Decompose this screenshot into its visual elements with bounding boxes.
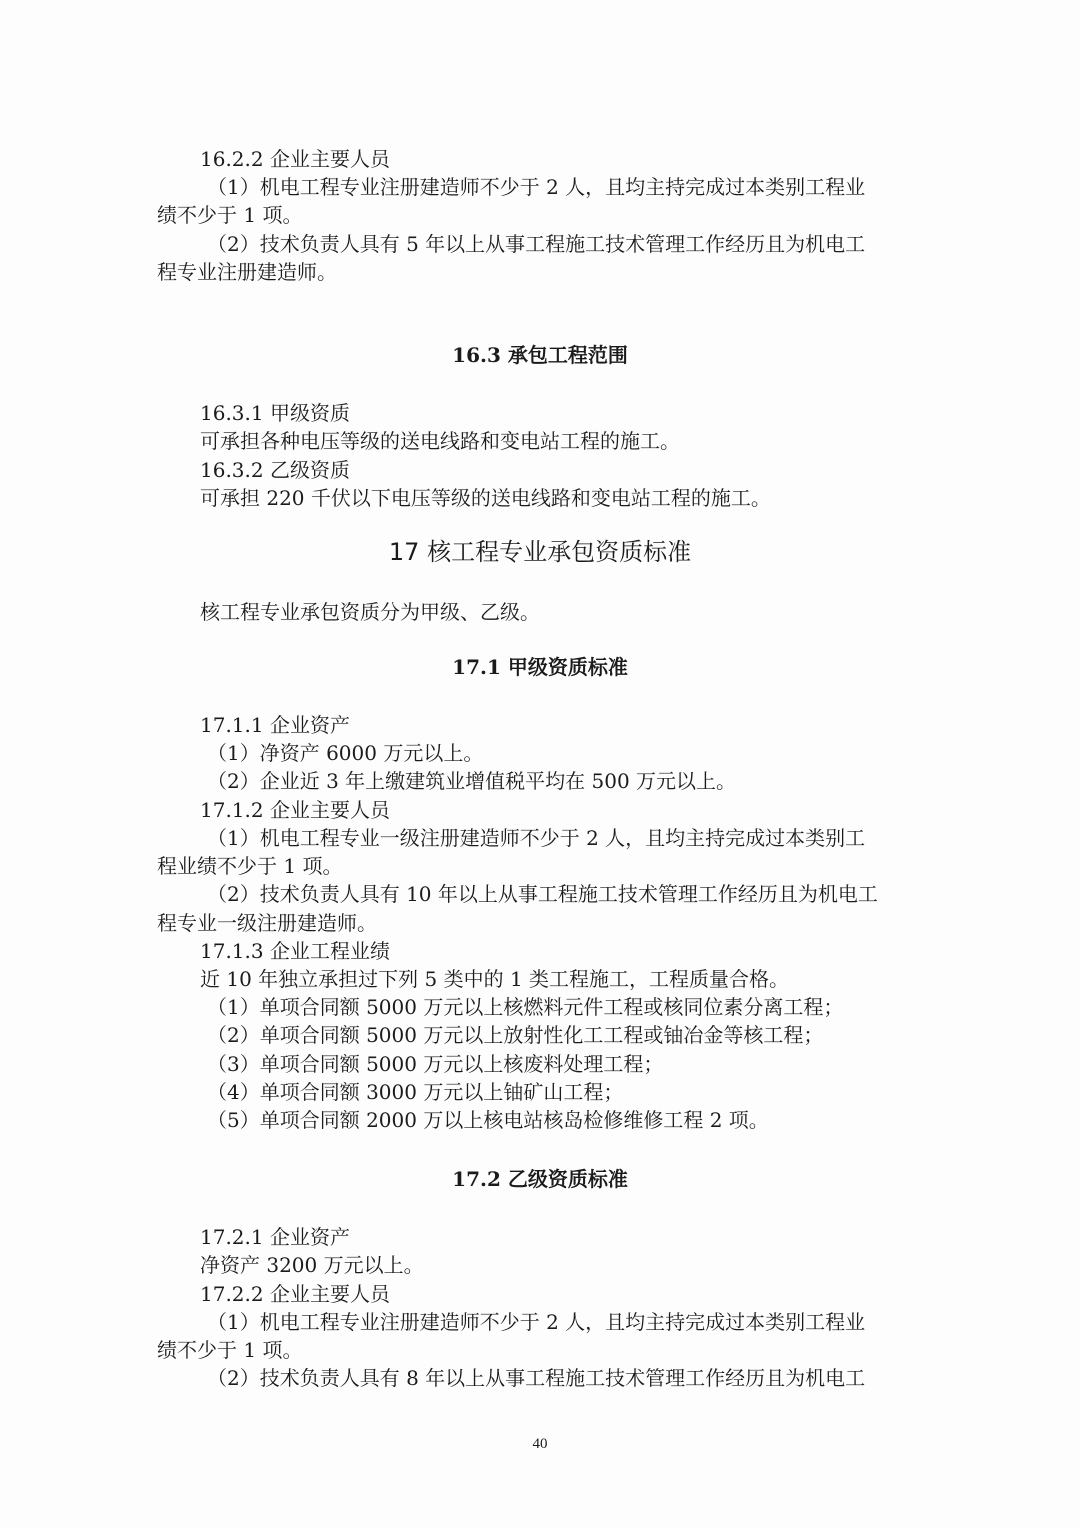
clause-item-continued: 程业绩不少于 1 项。 [157, 854, 343, 878]
section-heading-16-3: 16.3 承包工程范围 [452, 343, 628, 367]
clause-17-1-1-heading: 17.1.1 企业资产 [200, 713, 350, 737]
clause-item: （1）净资产 6000 万元以上。 [207, 741, 484, 765]
clause-text: 可承担各种电压等级的送电线路和变电站工程的施工。 [200, 429, 680, 453]
clause-item: （4）单项合同额 3000 万元以上铀矿山工程； [207, 1080, 624, 1104]
clause-16-3-1-heading: 16.3.1 甲级资质 [200, 401, 350, 425]
clause-item: （1）机电工程专业一级注册建造师不少于 2 人，且均主持完成过本类别工 [207, 826, 866, 850]
clause-17-2-2-heading: 17.2.2 企业主要人员 [200, 1282, 390, 1306]
clause-text: 净资产 3200 万元以上。 [200, 1253, 424, 1277]
clause-16-2-2-heading: 16.2.2 企业主要人员 [200, 147, 390, 171]
page-number: 40 [532, 1436, 548, 1452]
clause-item: （2）单项合同额 5000 万元以上放射性化工工程或铀冶金等核工程； [207, 1023, 824, 1047]
clause-17-1-3-heading: 17.1.3 企业工程业绩 [200, 939, 390, 963]
clause-text: 可承担 220 千伏以下电压等级的送电线路和变电站工程的施工。 [200, 486, 771, 510]
clause-item: （2）技术负责人具有 10 年以上从事工程施工技术管理工作经历且为机电工 [207, 882, 878, 906]
clause-item: （3）单项合同额 5000 万元以上核废料处理工程； [207, 1052, 664, 1076]
clause-item-continued: 绩不少于 1 项。 [157, 203, 303, 227]
chapter-heading-17: 17 核工程专业承包资质标准 [388, 538, 692, 566]
clause-item-continued: 绩不少于 1 项。 [157, 1338, 303, 1362]
clause-16-3-2-heading: 16.3.2 乙级资质 [200, 458, 350, 482]
clause-item-continued: 程专业注册建造师。 [157, 260, 337, 284]
chapter-intro: 核工程专业承包资质分为甲级、乙级。 [200, 600, 540, 624]
section-heading-17-1: 17.1 甲级资质标准 [452, 655, 628, 679]
clause-item-continued: 程专业一级注册建造师。 [157, 911, 377, 935]
clause-item: （1）机电工程专业注册建造师不少于 2 人，且均主持完成过本类别工程业 [207, 1310, 866, 1334]
clause-item: （2）技术负责人具有 8 年以上从事工程施工技术管理工作经历且为机电工 [207, 1366, 866, 1390]
clause-item: （1）单项合同额 5000 万元以上核燃料元件工程或核同位素分离工程； [207, 995, 844, 1019]
section-heading-17-2: 17.2 乙级资质标准 [452, 1167, 628, 1191]
clause-item: （2）企业近 3 年上缴建筑业增值税平均在 500 万元以上。 [207, 769, 737, 793]
clause-text: 近 10 年独立承担过下列 5 类中的 1 类工程施工，工程质量合格。 [200, 967, 790, 991]
clause-item: （5）单项合同额 2000 万以上核电站核岛检修维修工程 2 项。 [207, 1108, 769, 1132]
clause-17-2-1-heading: 17.2.1 企业资产 [200, 1225, 350, 1249]
clause-item: （2）技术负责人具有 5 年以上从事工程施工技术管理工作经历且为机电工 [207, 232, 866, 256]
clause-17-1-2-heading: 17.1.2 企业主要人员 [200, 798, 390, 822]
clause-item: （1）机电工程专业注册建造师不少于 2 人，且均主持完成过本类别工程业 [207, 175, 866, 199]
